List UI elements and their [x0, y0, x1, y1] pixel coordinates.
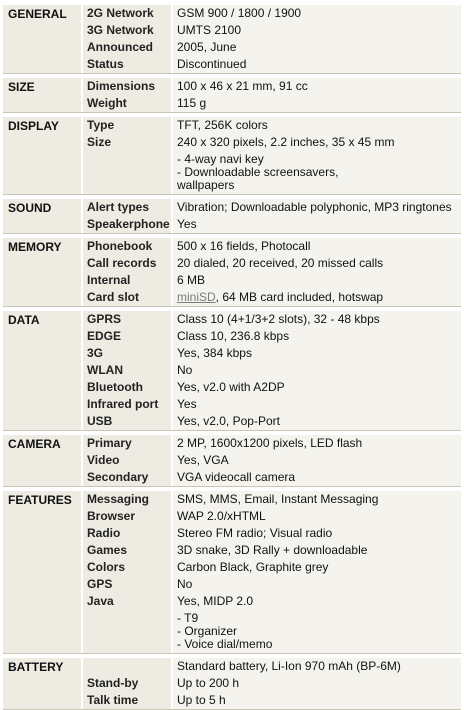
spec-label: 2G Network: [83, 5, 173, 22]
spec-value: 2 MP, 1600x1200 pixels, LED flash: [173, 435, 461, 452]
spec-value-line: - Voice dial/memo: [177, 637, 273, 651]
spec-value: Yes, MIDP 2.0: [173, 593, 461, 610]
spec-row: [83, 22, 461, 39]
spec-row: [83, 658, 461, 675]
spec-value-line: - Organizer: [177, 624, 238, 638]
spec-label: Phonebook: [83, 238, 173, 255]
spec-value: [173, 610, 461, 653]
section-title: SOUND: [3, 199, 83, 233]
spec-label: USB: [83, 413, 173, 430]
spec-row: [83, 56, 461, 73]
spec-row: [83, 362, 461, 379]
section-title: MEMORY: [3, 238, 83, 306]
section-title: BATTERY: [3, 658, 83, 709]
spec-value-line: - 4-way navi key: [177, 152, 264, 166]
spec-row: [83, 328, 461, 345]
spec-row: [83, 559, 461, 576]
spec-label: Call records: [83, 255, 173, 272]
spec-label: Stand-by: [83, 675, 173, 692]
spec-label: Games: [83, 542, 173, 559]
minisd-link[interactable]: miniSD: [177, 290, 216, 304]
spec-value-line: - Downloadable screensavers,: [177, 165, 339, 179]
spec-row: [83, 5, 461, 22]
spec-value: No: [173, 576, 461, 593]
spec-label: Talk time: [83, 692, 173, 709]
section-general: [3, 3, 461, 74]
spec-label: [83, 151, 173, 194]
spec-label: Primary: [83, 435, 173, 452]
spec-row: [83, 117, 461, 134]
spec-value: Vibration; Downloadable polyphonic, MP3 ringtones: [173, 199, 461, 216]
spec-value: 500 x 16 fields, Photocall: [173, 238, 461, 255]
spec-label: Colors: [83, 559, 173, 576]
spec-label: GPRS: [83, 311, 173, 328]
section-sound: [3, 197, 461, 234]
spec-value: VGA videocall camera: [173, 469, 461, 486]
spec-value: Yes, VGA: [173, 452, 461, 469]
spec-value: WAP 2.0/xHTML: [173, 508, 461, 525]
section-rows: [83, 199, 461, 233]
spec-row: [83, 435, 461, 452]
specs-table: [3, 3, 461, 710]
spec-value: 100 x 46 x 21 mm, 91 cc: [173, 78, 461, 95]
spec-value: Stereo FM radio; Visual radio: [173, 525, 461, 542]
spec-label: [83, 658, 173, 675]
spec-value: No: [173, 362, 461, 379]
spec-row: [83, 289, 461, 306]
spec-label: Infrared port: [83, 396, 173, 413]
spec-label: Video: [83, 452, 173, 469]
spec-label: Bluetooth: [83, 379, 173, 396]
section-battery: [3, 656, 461, 710]
spec-label: Weight: [83, 95, 173, 112]
spec-row: [83, 452, 461, 469]
spec-row: [83, 508, 461, 525]
spec-label: Announced: [83, 39, 173, 56]
spec-value: Up to 5 h: [173, 692, 461, 709]
spec-value: GSM 900 / 1800 / 1900: [173, 5, 461, 22]
spec-row: [83, 151, 461, 194]
spec-value: 240 x 320 pixels, 2.2 inches, 35 x 45 mm: [173, 134, 461, 151]
spec-value: 6 MB: [173, 272, 461, 289]
section-memory: [3, 236, 461, 307]
spec-row: [83, 39, 461, 56]
spec-row: [83, 469, 461, 486]
spec-label: WLAN: [83, 362, 173, 379]
spec-value-line: wallpapers: [177, 178, 235, 192]
spec-row: [83, 379, 461, 396]
spec-row: [83, 610, 461, 653]
spec-row: [83, 542, 461, 559]
spec-label: Internal: [83, 272, 173, 289]
section-display: [3, 115, 461, 195]
section-features: [3, 489, 461, 654]
spec-row: [83, 199, 461, 216]
spec-value: Up to 200 h: [173, 675, 461, 692]
spec-value: [173, 151, 461, 194]
spec-row: [83, 78, 461, 95]
spec-label: Type: [83, 117, 173, 134]
spec-label: Speakerphone: [83, 216, 173, 233]
section-title: SIZE: [3, 78, 83, 112]
section-rows: [83, 238, 461, 306]
spec-value: Class 10, 236.8 kbps: [173, 328, 461, 345]
spec-value: [173, 289, 461, 306]
spec-row: [83, 692, 461, 709]
section-rows: [83, 311, 461, 430]
spec-value: Yes: [173, 396, 461, 413]
spec-value: SMS, MMS, Email, Instant Messaging: [173, 491, 461, 508]
spec-row: [83, 311, 461, 328]
spec-value: Yes, 384 kbps: [173, 345, 461, 362]
spec-label: EDGE: [83, 328, 173, 345]
spec-value: Class 10 (4+1/3+2 slots), 32 - 48 kbps: [173, 311, 461, 328]
spec-row: [83, 593, 461, 610]
spec-row: [83, 675, 461, 692]
section-title: FEATURES: [3, 491, 83, 653]
section-rows: [83, 491, 461, 653]
spec-value-text: , 64 MB card included, hotswap: [215, 290, 384, 304]
spec-value: 115 g: [173, 95, 461, 112]
section-rows: [83, 78, 461, 112]
spec-label: 3G: [83, 345, 173, 362]
spec-label: Alert types: [83, 199, 173, 216]
spec-value: Carbon Black, Graphite grey: [173, 559, 461, 576]
spec-row: [83, 255, 461, 272]
spec-label: Messaging: [83, 491, 173, 508]
spec-value: 2005, June: [173, 39, 461, 56]
section-rows: [83, 117, 461, 194]
spec-row: [83, 134, 461, 151]
spec-label: Size: [83, 134, 173, 151]
spec-value: Yes, v2.0 with A2DP: [173, 379, 461, 396]
spec-row: [83, 576, 461, 593]
spec-row: [83, 396, 461, 413]
spec-label: Radio: [83, 525, 173, 542]
spec-row: [83, 413, 461, 430]
spec-row: [83, 238, 461, 255]
spec-row: [83, 95, 461, 112]
section-title: GENERAL: [3, 5, 83, 73]
spec-label: [83, 610, 173, 653]
spec-value: UMTS 2100: [173, 22, 461, 39]
spec-label: Browser: [83, 508, 173, 525]
section-rows: [83, 435, 461, 486]
section-title: DATA: [3, 311, 83, 430]
spec-row: [83, 272, 461, 289]
section-title: DISPLAY: [3, 117, 83, 194]
spec-value: TFT, 256K colors: [173, 117, 461, 134]
section-rows: [83, 658, 461, 709]
spec-value: Yes: [173, 216, 461, 233]
spec-label: Card slot: [83, 289, 173, 306]
spec-label: Secondary: [83, 469, 173, 486]
spec-label: Dimensions: [83, 78, 173, 95]
spec-label: 3G Network: [83, 22, 173, 39]
section-camera: [3, 433, 461, 487]
spec-label: Status: [83, 56, 173, 73]
spec-label: GPS: [83, 576, 173, 593]
spec-row: [83, 491, 461, 508]
spec-row: [83, 216, 461, 233]
spec-value: Standard battery, Li-Ion 970 mAh (BP-6M): [173, 658, 461, 675]
spec-value: 20 dialed, 20 received, 20 missed calls: [173, 255, 461, 272]
section-rows: [83, 5, 461, 73]
section-title: CAMERA: [3, 435, 83, 486]
spec-row: [83, 525, 461, 542]
section-data: [3, 309, 461, 431]
spec-value: Discontinued: [173, 56, 461, 73]
spec-row: [83, 345, 461, 362]
spec-value: Yes, v2.0, Pop-Port: [173, 413, 461, 430]
spec-label: Java: [83, 593, 173, 610]
section-size: [3, 76, 461, 113]
spec-value: 3D snake, 3D Rally + downloadable: [173, 542, 461, 559]
spec-value-line: - T9: [177, 611, 199, 625]
